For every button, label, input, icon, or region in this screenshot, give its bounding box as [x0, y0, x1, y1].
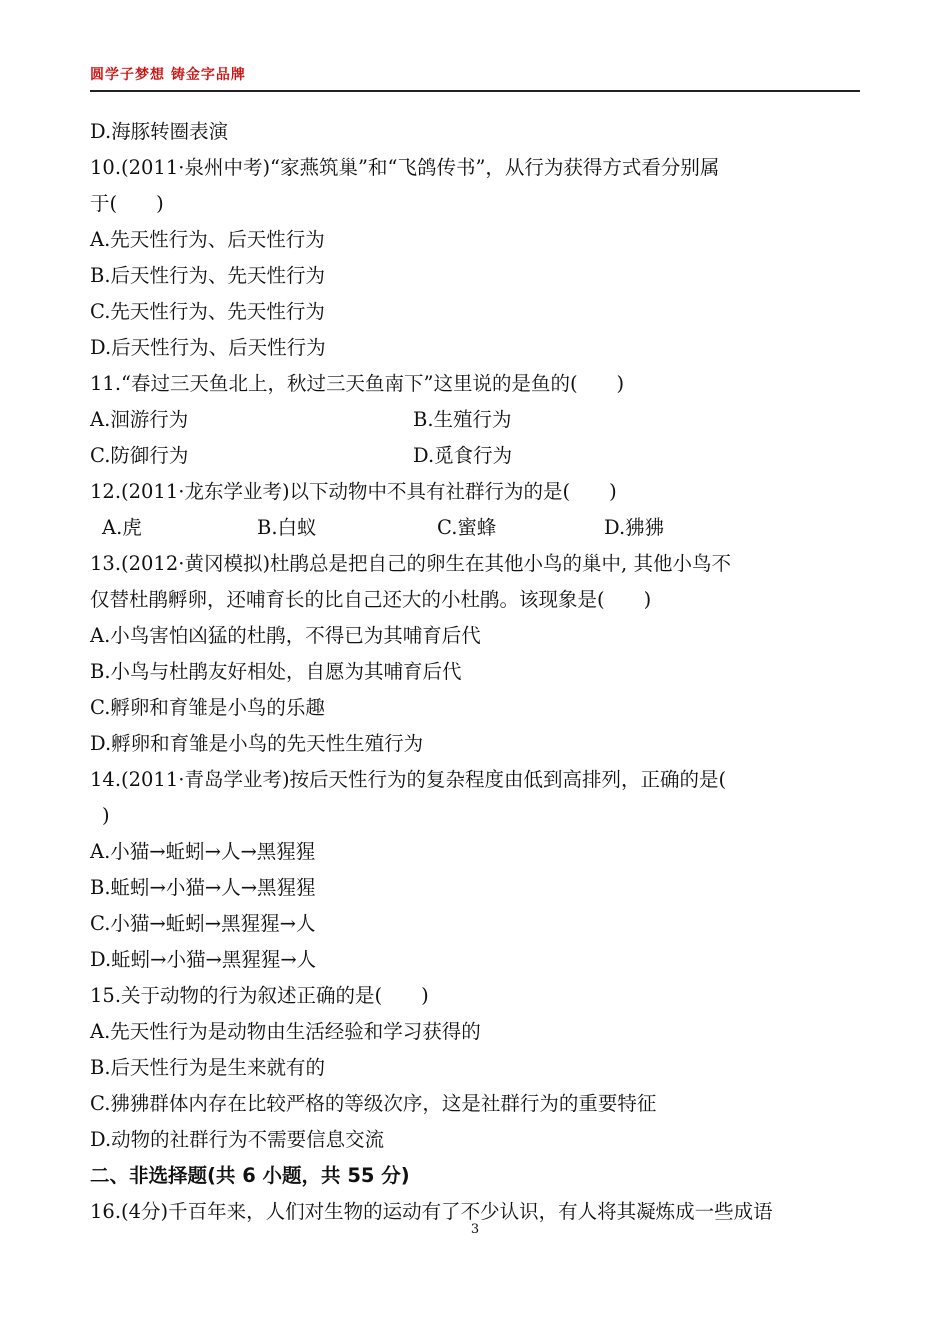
option-a: A.小猫→蚯蚓→人→黑猩猩	[90, 840, 316, 863]
option-b: B.后天性行为、先天性行为	[90, 264, 326, 287]
option-b: B.白蚁	[257, 516, 317, 539]
option-a: A.洄游行为	[90, 408, 189, 431]
option-row	[90, 510, 865, 546]
option-c: C.孵卵和育雏是小鸟的乐趣	[90, 696, 325, 719]
option-a: A.先天性行为、后天性行为	[90, 228, 325, 251]
option-a: A.小鸟害怕凶猛的杜鹃，不得已为其哺育后代	[90, 624, 481, 647]
option-c: C.狒狒群体内存在比较严格的等级次序，这是社群行为的重要特征	[90, 1092, 657, 1115]
option-c: C.蜜蜂	[437, 516, 497, 539]
option-c: C.防御行为	[90, 444, 189, 467]
section-heading: 二、非选择题(共 6 小题，共 55 分)	[90, 1164, 410, 1187]
question-12-stem: 12.(2011·龙东学业考)以下动物中不具有社群行为的是( )	[90, 480, 617, 503]
brand-slogan: 圆学子梦想 铸金字品牌	[90, 67, 246, 83]
option-d: D.狒狒	[604, 516, 665, 539]
option-c: C.小猫→蚯蚓→黑猩猩→人	[90, 912, 316, 935]
option-b: B.生殖行为	[413, 408, 512, 431]
text-line: D.海豚转圈表演	[90, 120, 229, 143]
document-body	[90, 114, 865, 1230]
option-row	[90, 438, 865, 474]
page-header	[90, 62, 860, 92]
question-11-stem: 11.“春过三天鱼北上，秋过三天鱼南下”这里说的是鱼的( )	[90, 372, 625, 395]
question-10-stem: 10.(2011·泉州中考)“家燕筑巢”和“飞鸽传书”，从行为获得方式看分别属	[90, 156, 720, 179]
option-b: B.后天性行为是生来就有的	[90, 1056, 326, 1079]
option-a: A.虎	[102, 516, 142, 539]
option-b: B.小鸟与杜鹃友好相处，自愿为其哺育后代	[90, 660, 462, 683]
option-b: B.蚯蚓→小猫→人→黑猩猩	[90, 876, 316, 899]
option-row	[90, 402, 865, 438]
question-13-stem: 13.(2012·黄冈模拟)杜鹃总是把自己的卵生在其他小鸟的巢中, 其他小鸟不	[90, 552, 731, 575]
option-c: C.先天性行为、先天性行为	[90, 300, 325, 323]
page-number: 3	[470, 1222, 480, 1237]
option-d: D.后天性行为、后天性行为	[90, 336, 326, 359]
question-14-stem-cont: )	[102, 804, 110, 827]
option-d: D.觅食行为	[413, 444, 513, 467]
option-a: A.先天性行为是动物由生活经验和学习获得的	[90, 1020, 481, 1043]
question-14-stem: 14.(2011·青岛学业考)按后天性行为的复杂程度由低到高排列，正确的是(	[90, 768, 727, 791]
question-10-stem-cont: 于( )	[90, 192, 164, 215]
option-d: D.动物的社群行为不需要信息交流	[90, 1128, 385, 1151]
option-d: D.蚯蚓→小猫→黑猩猩→人	[90, 948, 317, 971]
option-d: D.孵卵和育雏是小鸟的先天性生殖行为	[90, 732, 424, 755]
question-15-stem: 15.关于动物的行为叙述正确的是( )	[90, 984, 429, 1007]
question-16-stem: 16.(4分)千百年来，人们对生物的运动有了不少认识，有人将其凝炼成一些成语	[90, 1200, 773, 1223]
question-13-stem-cont: 仅替杜鹃孵卵，还哺育长的比自己还大的小杜鹃。该现象是( )	[90, 588, 652, 611]
